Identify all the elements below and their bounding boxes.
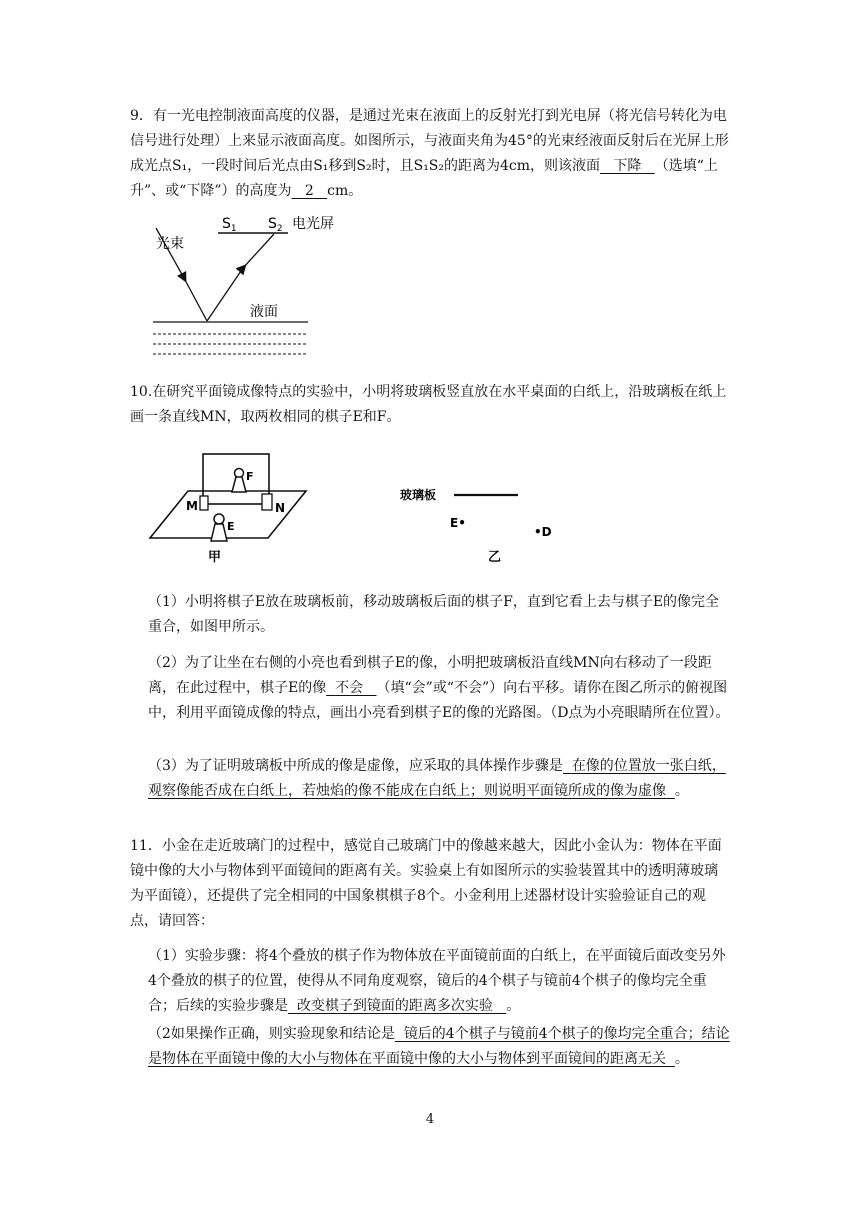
q9-answer-2: 2 bbox=[304, 183, 314, 199]
q11-part-1: （1）实验步骤：将4个叠放的棋子作为物体放在平面镜前面的白纸上，在平面镜后面改变另外4个叠放的棋子的位置，使得从不同角度观察，镜后的4个棋子与镜前4个棋子的像均完全重合；后续的实验步骤是 改变棋子到镜面的距离多次实验 。 bbox=[148, 948, 726, 1014]
label-s2: $S_2$ bbox=[268, 216, 283, 234]
label-glass-board: 玻璃板 bbox=[400, 488, 437, 502]
question-10-intro: 10.在研究平面镜成像特点的实验中，小明将玻璃板竖直放在水平桌面的白纸上，沿玻璃板在纸上画一条直线MN，取两枚相同的棋子E和F。 bbox=[130, 384, 727, 425]
q9-text-b: （选填“上升”、或“下降”）的高度为 bbox=[130, 158, 718, 199]
question-9 bbox=[130, 104, 730, 204]
q9-text-c: cm。 bbox=[327, 183, 363, 199]
q9-text-a: 9．有一光电控制液面高度的仪器，是通过光束在液面上的反射光打到光电屏（将光信号转化为电信号进行处理）上来显示液面高度。如图所示，与液面夹角为45°的光束经液面反射后在光屏上形成光点S₁，一段时间后光点由S₁移到S₂时，且S₁S₂的距离为4cm，则该液面 bbox=[130, 108, 729, 174]
caption-jia: 甲 bbox=[208, 550, 222, 565]
q10-part-2: （2）为了让坐在右侧的小亮也看到棋子E的像，小明把玻璃板沿直线MN向右移动了一段距离，在此过程中，棋子E的像 不会 （填“会”或“不会”）向右平移。请你在图乙所示的俯视图中，利用平面镜成像的特点，画出小亮看到棋子E的像的光路图。（D点为小亮眼睛所在位置）。 bbox=[148, 655, 730, 721]
q11-part-2: （2如果操作正确，则实验现象和结论是 镜后的4个棋子与镜前4个棋子的像均完全重合；结论是物体在平面镜中像的大小与物体在平面镜中像的大小与物体到平面镜间的距离无关 。 bbox=[148, 1026, 730, 1067]
q10-answer-3: 在像的位置放一张白纸，观察像能否成在白纸上，若烛焰的像不能成在白纸上；则说明平面镜所成的像为虚像 bbox=[148, 758, 726, 799]
label-screen: 电光屏 bbox=[292, 216, 334, 232]
label-liquid: 液面 bbox=[250, 304, 278, 320]
q10-answer-2: 不会 bbox=[335, 680, 364, 696]
page-number: 4 bbox=[425, 1112, 435, 1127]
label-m: M bbox=[186, 499, 198, 513]
caption-yi: 乙 bbox=[488, 550, 502, 565]
label-e: E bbox=[227, 520, 235, 533]
label-s1: $S_1$ bbox=[222, 216, 237, 234]
label-n: N bbox=[275, 501, 286, 515]
label-f: F bbox=[246, 470, 254, 483]
q11-answer-1: 改变棋子到镜面的距离多次实验 bbox=[296, 998, 493, 1014]
q9-answer-1: 下降 bbox=[613, 158, 642, 174]
q10-part-3: （3）为了证明玻璃板中所成的像是虚像，应采取的具体操作步骤是 在像的位置放一张白纸，观察像能否成在白纸上，若烛焰的像不能成在白纸上；则说明平面镜所成的像为虚像 。 bbox=[148, 758, 726, 799]
q9-figure bbox=[148, 208, 348, 368]
q10-figure-yi bbox=[396, 478, 566, 568]
q10-figure-jia bbox=[148, 446, 313, 566]
question-11-intro: 11．小金在走近玻璃门的过程中，感觉自己玻璃门中的像越来越大，因此小金认为：物体在平面镜中像的大小与物体到平面镜间的距离有关。实验桌上有如图所示的实验装置其中的透明薄玻璃为平面镜），还提供了完全相同的中国象棋棋子8个。小金利用上述器材设计实验验证自己的观点，请回答： bbox=[130, 838, 722, 929]
label-point-e: E• bbox=[450, 516, 466, 530]
q11-answer-2: 镜后的4个棋子与镜前4个棋子的像均完全重合；结论是物体在平面镜中像的大小与物体在平面镜中像的大小与物体到平面镜间的距离无关 bbox=[148, 1026, 730, 1067]
label-point-d: •D bbox=[534, 525, 552, 539]
q10-part-1: （1）小明将棋子E放在玻璃板前，移动玻璃板后面的棋子F，直到它看上去与棋子E的像完全重合，如图甲所示。 bbox=[148, 594, 720, 635]
label-beam: 光束 bbox=[156, 236, 184, 252]
